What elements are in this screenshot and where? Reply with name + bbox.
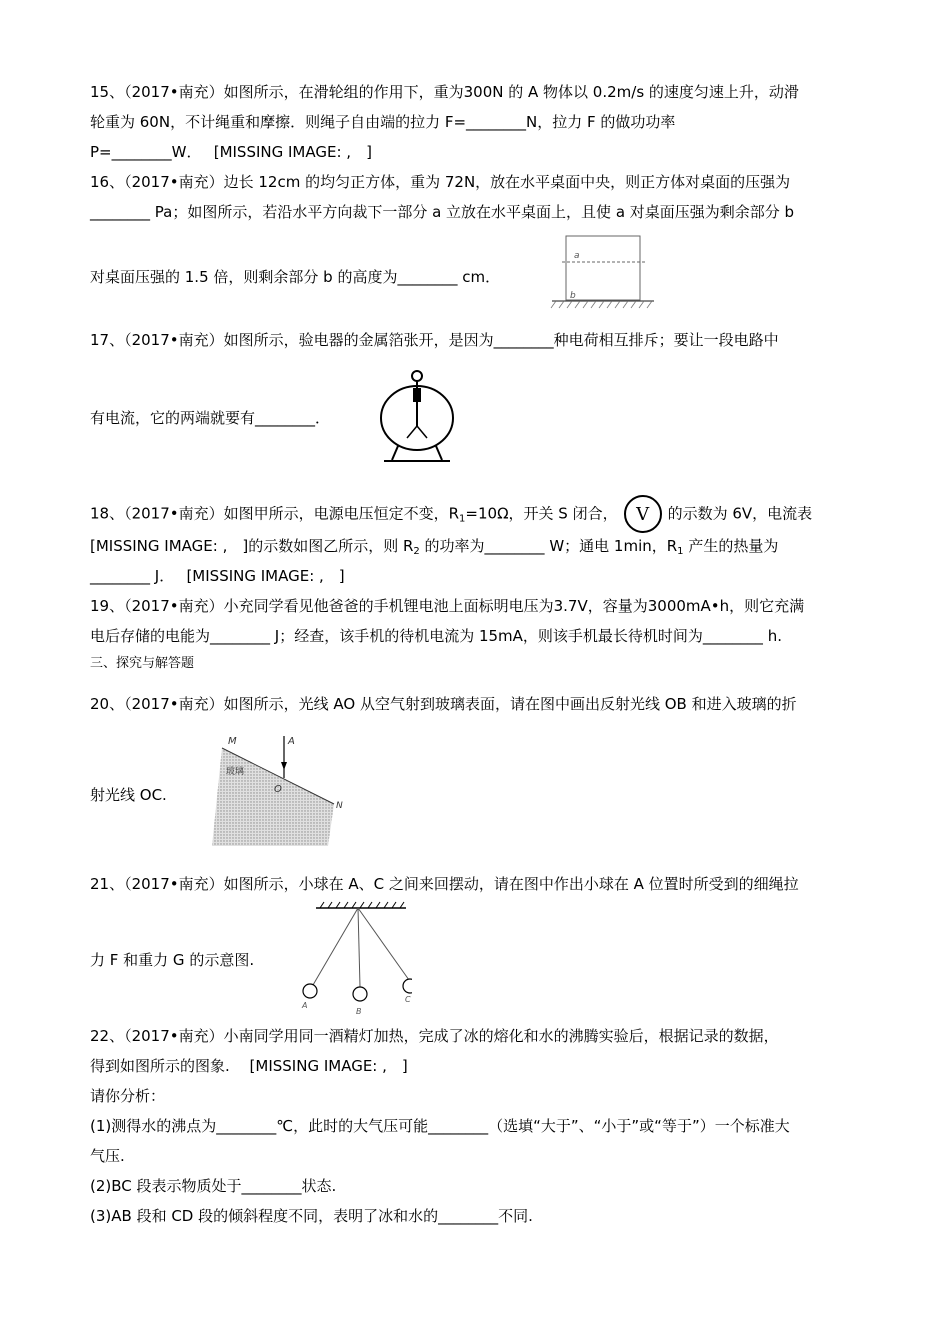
q21-label-A: A [302,1001,308,1010]
q20-label-M: M [228,736,237,747]
q16-line2: ________ Pa；如图所示，若沿水平方向裁下一部分 a 立放在水平桌面上，且使 a 对桌面压强为剩余部分 b [90,203,795,221]
q18-line3: ________ J． [MISSING IMAGE: , ] [90,567,345,585]
q16-label-b: b [570,291,576,301]
q21-line1: 21、（2017•南充）如图所示，小球在 A、C 之间来回摆动，请在图中作出小球在 A 位置时所受到的细绳拉 [90,875,799,893]
q20-line1: 20、（2017•南充）如图所示，光线 AO 从空气射到玻璃表面，请在图中画出反射光线 OB 和进入玻璃的折 [90,695,797,713]
q16-label-a: a [574,251,580,261]
q17-electroscope-figure [374,368,460,468]
q22-line1: 22、（2017•南充）小南同学用同一酒精灯加热，完成了冰的熔化和水的沸腾实验后，根据记录的数据， [90,1027,779,1045]
q18-line1 [90,495,812,533]
q16-line1: 16、（2017•南充）边长 12cm 的均匀正方体，重为 72N，放在水平桌面中央，则正方体对桌面的压强为 [90,173,791,191]
q16-line3: 对桌面压强的 1.5 倍，则剩余部分 b 的高度为________ cm． [90,268,501,286]
q18-line2-text-c: 产生的热量为 [683,537,779,555]
q18-line2-text-a: [MISSING IMAGE: , ]的示数如图乙所示，则 R [90,537,414,555]
voltmeter-icon: V [624,495,662,533]
q20-line2: 射光线 OC. [90,786,167,804]
q22-line7: (3)AB 段和 CD 段的倾斜程度不同，表明了冰和水的________不同. [90,1207,533,1225]
q21-label-C: C [405,995,411,1004]
q19-line2: 电后存储的电能为________ J；经查，该手机的待机电流为 15mA，则该手机最长待机时间为________ h. [90,627,782,645]
q20-label-glass: 玻璃 [226,767,245,777]
q20-refraction-figure [208,732,348,850]
q21-line2: 力 F 和重力 G 的示意图. [90,951,255,969]
q20-label-N: N [336,801,343,811]
q19-line1: 19、（2017•南充）小充同学看见他爸爸的手机锂电池上面标明电压为3.7V，容量为3000mA•h，则它充满 [90,597,805,615]
q18-line1-text-a: 18、（2017•南充）如图甲所示，电源电压恒定不变，R [90,504,460,523]
q18-line2-text-b: 的功率为________ W；通电 1min，R [419,537,678,555]
q20-label-A: A [288,736,295,747]
q21-label-B: B [356,1007,362,1016]
q15-line1: 15、（2017•南充）如图所示，在滑轮组的作用下，重为300N 的 A 物体以 0.2m/s 的速度匀速上升，动滑 [90,83,799,101]
q17-line2: 有电流，它的两端就要有________． [90,409,331,427]
q18-line1-text-b: =10Ω，开关 S 闭合， [465,504,618,523]
q15-line3: P=________W． [MISSING IMAGE: , ] [90,143,372,161]
q22-line2: 得到如图所示的图象. [MISSING IMAGE: , ] [90,1057,408,1075]
q22-line6: (2)BC 段表示物质处于________状态. [90,1177,337,1195]
q20-label-O: O [274,784,282,795]
section-title: 三、探究与解答题 [90,656,195,671]
q17-line1: 17、（2017•南充）如图所示，验电器的金属箔张开，是因为________种电荷相互排斥；要让一段电路中 [90,331,779,349]
q22-line5: 气压. [90,1147,125,1165]
r1-subscript-2: 1 [677,546,684,557]
q15-line2: 轮重为 60N，不计绳重和摩擦．则绳子自由端的拉力 F=________N，拉力 F 的做功功率 [90,113,676,131]
q16-cube-figure [548,232,658,310]
q18-line1-text-c: 的示数为 6V，电流表 [667,504,813,523]
r1-subscript: 1 [459,513,466,525]
r2-subscript: 2 [413,546,420,557]
q22-line4: (1)测得水的沸点为________℃，此时的大气压可能________（选填“大于”、“小于”或“等于”）一个标准大 [90,1117,790,1135]
q22-line3: 请你分析： [90,1087,166,1105]
q18-line2 [90,536,778,562]
q21-pendulum-figure [296,900,412,1018]
